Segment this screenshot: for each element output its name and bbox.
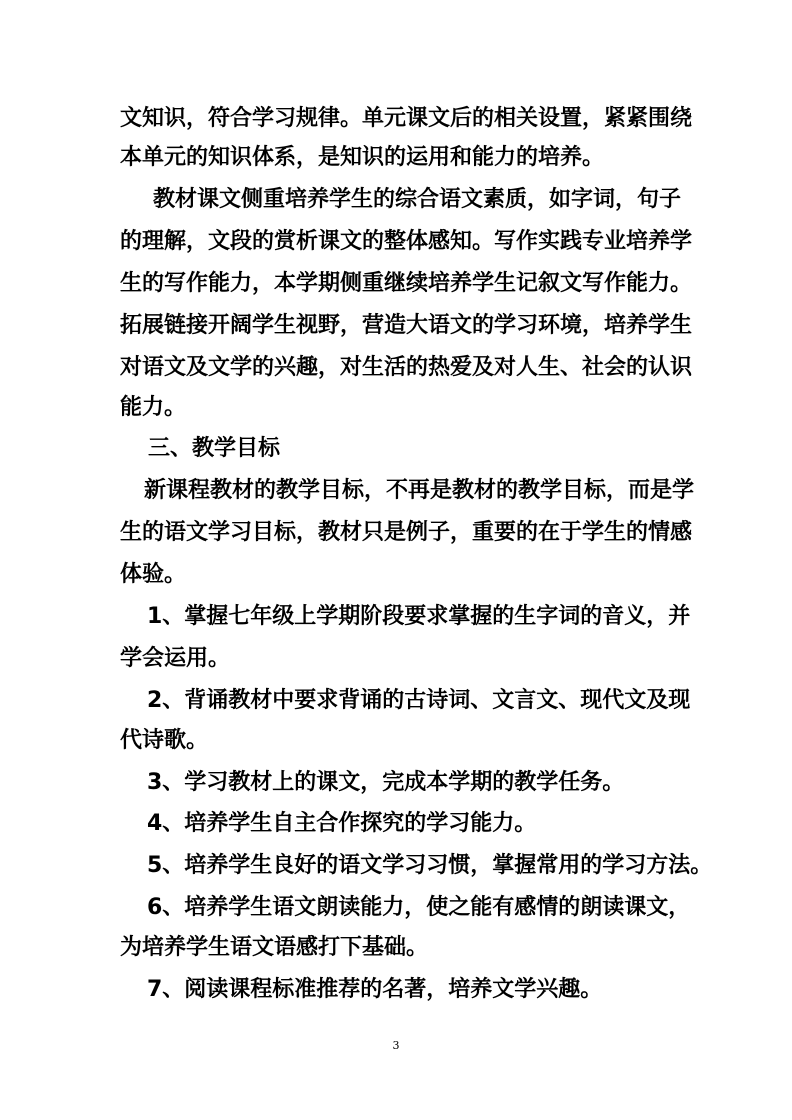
body-text-line: 生的语文学习目标，教材只是例子，重要的在于学生的情感 xyxy=(120,520,693,545)
body-text-line: 新课程教材的教学目标，不再是教材的教学目标，而是学 xyxy=(144,478,695,503)
list-item: 4、培养学生自主合作探究的学习能力。 xyxy=(147,811,537,836)
body-text-line: 拓展链接开阔学生视野，营造大语文的学习环境，培养学生 xyxy=(120,313,693,338)
body-text-line: 的理解，文段的赏析课文的整体感知。写作实践专业培养学 xyxy=(120,229,693,254)
list-item-continuation: 学会运用。 xyxy=(120,646,231,671)
body-text-line: 体验。 xyxy=(120,562,187,587)
list-item-continuation: 为培养学生语文语感打下基础。 xyxy=(120,935,429,960)
body-text-line: 本单元的知识体系，是知识的运用和能力的培养。 xyxy=(120,145,605,170)
body-text-line: 能力。 xyxy=(120,395,187,420)
body-text-line: 对语文及文学的兴趣，对生活的热爱及对人生、社会的认识 xyxy=(120,355,693,380)
list-item: 2、背诵教材中要求背诵的古诗词、文言文、现代文及现 xyxy=(147,688,691,713)
list-item: 5、培养学生良好的语文学习习惯，掌握常用的学习方法。 xyxy=(147,853,713,878)
body-text-line: 文知识，符合学习规律。单元课文后的相关设置，紧紧围绕 xyxy=(120,106,693,131)
section-heading: 三、教学目标 xyxy=(148,436,281,461)
list-item: 7、阅读课程标准推荐的名著，培养文学兴趣。 xyxy=(147,977,603,1002)
page-number: 3 xyxy=(392,1039,400,1052)
body-text-line: 教材课文侧重培养学生的综合语文素质，如字词，句子 xyxy=(153,187,682,212)
list-item: 3、学习教材上的课文，完成本学期的教学任务。 xyxy=(147,770,625,795)
list-item: 6、培养学生语文朗读能力，使之能有感情的朗读课文， xyxy=(147,895,691,920)
list-item: 1、掌握七年级上学期阶段要求掌握的生字词的音义，并 xyxy=(147,604,691,629)
body-text-line: 生的写作能力，本学期侧重继续培养学生记叙文写作能力。 xyxy=(120,271,693,296)
list-item-continuation: 代诗歌。 xyxy=(120,728,209,753)
